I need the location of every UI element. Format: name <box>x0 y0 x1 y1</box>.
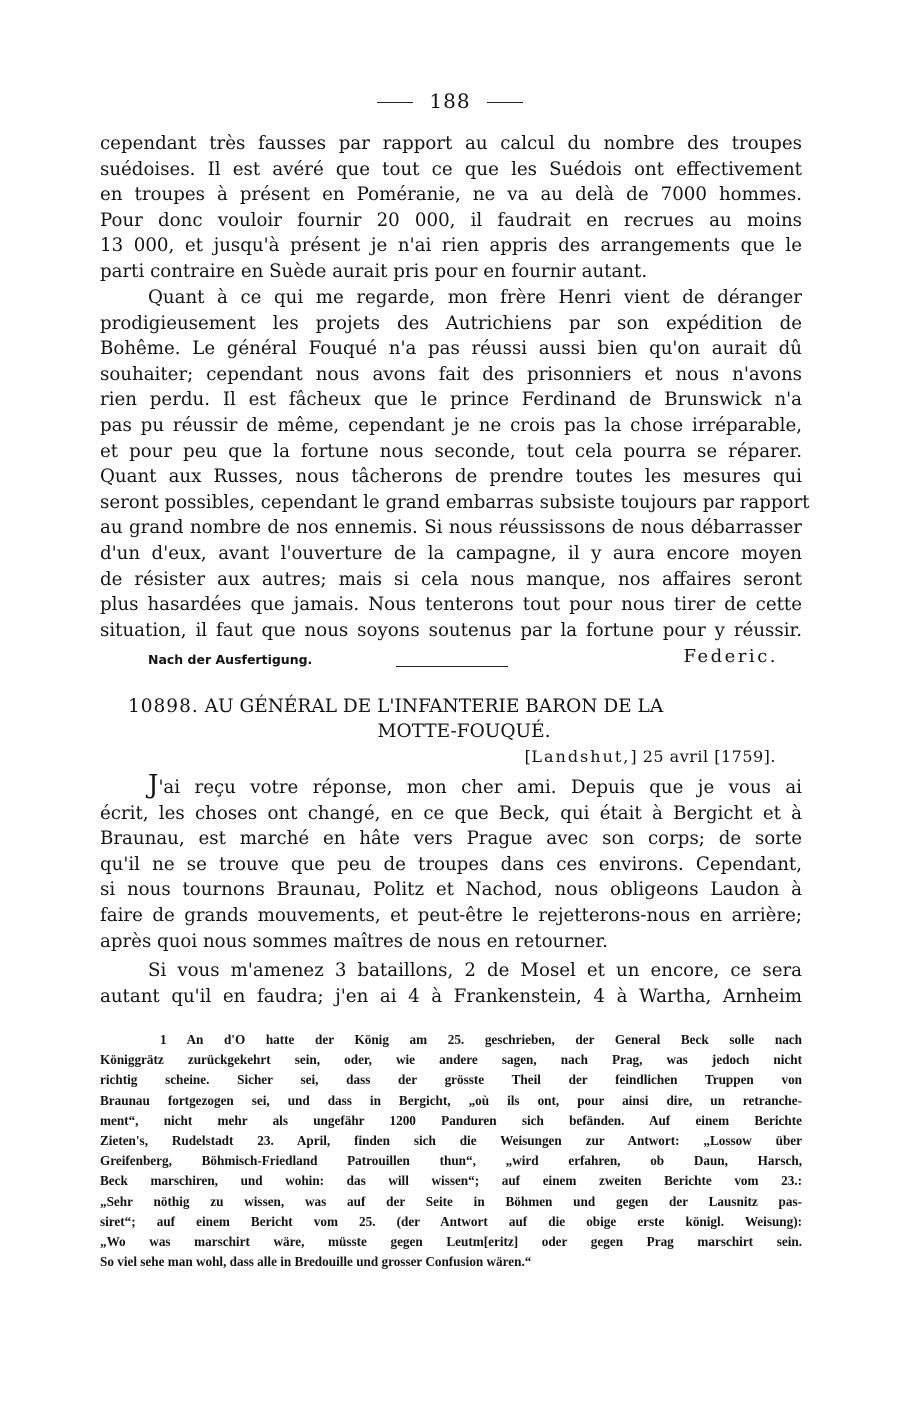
footnote-line: „Sehr nöthig zu wissen, was auf der Seite in Böhmen und gegen der Lausnitz pas- <box>100 1193 802 1209</box>
signature: Federic. <box>683 646 778 667</box>
footnote-line: Königgrätz zurückgekehrt sein, oder, wie andere sagen, nach Prag, was jedoch nicht <box>100 1052 802 1068</box>
text-line: Pour donc vouloir fournir 20 000, il faudrait en recrues au moins <box>100 209 802 231</box>
footnote-line: ment“, nicht mehr als ungefähr 1200 Panduren sich befänden. Auf einem Berichte <box>100 1112 802 1128</box>
separator-rule <box>396 666 508 667</box>
text-line: d'un d'eux, avant l'ouverture de la campagne, il y aura encore moyen <box>100 542 802 564</box>
text-line: rien perdu. Il est fâcheux que le prince Ferdinand de Brunswick n'a <box>100 389 802 411</box>
text-line: Braunau, est marché en hâte vers Prague avec son corps; de sorte <box>100 828 802 850</box>
text-line: Quant à ce qui me regarde, mon frère Henri vient de déranger <box>148 287 802 308</box>
letter-number: 10898. <box>128 696 199 717</box>
text-line: 13 000, et jusqu'à présent je n'ai rien appris des arrangements que le <box>100 235 802 257</box>
text-line: parti contraire en Suède aurait pris pour en fournir autant. <box>100 260 648 282</box>
text-line: Si vous m'amenez 3 bataillons, 2 de Mosel et un encore, ce sera <box>148 960 802 981</box>
drop-cap: J <box>148 770 159 800</box>
text-line: de résister aux autres; mais si cela nous manque, nos affaires seront <box>100 568 802 590</box>
header-dash-right <box>487 102 523 103</box>
footnote-line: richtig scheine. Sicher sei, dass der grösste Theil der feindlichen Truppen von <box>100 1072 802 1088</box>
footnote-line: Zieten's, Rudelstadt 23. April, finden sich die Weisungen zur Antwort: „Lossow über <box>100 1132 802 1148</box>
paragraph-quant <box>100 285 810 643</box>
text-line: suédoises. Il est avéré que tout ce que les Suédois ont effectivement <box>100 158 802 180</box>
footnote-line: Greifenberg, Böhmisch-Friedland Patrouillen thun“, „wird erfahren, ob Daun, Harsch, <box>100 1153 802 1169</box>
footnote-line: Braunau fortgezogen sei, und dass in Bergicht, „où ils ont, pour ainsi dire, un retranche- <box>100 1092 802 1108</box>
text-line: Quant aux Russes, nous tâcherons de prendre toutes les mesures qui <box>100 466 802 488</box>
date-open-bracket: [ <box>524 747 532 766</box>
text-line <box>100 770 802 801</box>
text-line-rest: 'ai reçu votre réponse, mon cher ami. Depuis que je vous ai <box>158 777 802 798</box>
text-line: pas pu réussir de même, cependant je ne crois pas la chose irréparable, <box>100 414 802 436</box>
footnote-line: So viel sehe man wohl, dass alle in Bredouille und grosser Confusion wären.“ <box>100 1254 532 1270</box>
text-line: écrit, les choses ont changé, en ce que Beck, qui était à Bergicht et à <box>100 802 802 824</box>
text-line: autant qu'il en faudra; j'en ai 4 à Frankenstein, 4 à Wartha, Arnheim <box>100 985 802 1007</box>
text-line: faire de grands mouvements, et peut-être le rejetterons-nous en arrière; <box>100 904 802 926</box>
text-line: en troupes à présent en Poméranie, ne va au delà de 7000 hommes. <box>100 184 802 206</box>
text-line: situation, il faut que nous soyons soutenus par la fortune pour y réussir. <box>100 619 802 641</box>
text-line: cependant très fausses par rapport au calcul du nombre des troupes <box>100 133 802 154</box>
page-header <box>0 86 900 116</box>
text-line: seront possibles, cependant le grand embarras subsiste toujours par rapport <box>100 491 810 513</box>
text-line: prodigieusement les projets des Autrichiens par son expédition de <box>100 312 802 334</box>
letter-heading <box>128 694 776 744</box>
letter-title-line1: AU GÉNÉRAL DE L'INFANTERIE BARON DE LA <box>204 696 664 717</box>
paragraph-continued <box>100 131 802 285</box>
text-line: souhaiter; cependant nous avons fait des prisonniers et nous n'avons <box>100 363 802 385</box>
text-line: au grand nombre de nos ennemis. Si nous réussissons de nous débarrasser <box>100 517 802 539</box>
text-line: Bohême. Le général Fouqué n'a pas réussi aussi bien qu'on aurait dû <box>100 338 802 360</box>
footnote-line: „Wo was marschirt wäre, müsste gegen Leutm[eritz] oder gegen Prag marschirt sein. <box>100 1233 802 1249</box>
text-line: plus hasardées que jamais. Nous tenterons tout pour nous tirer de cette <box>100 594 802 616</box>
letter-dateline <box>525 747 776 766</box>
signature-row <box>148 646 778 670</box>
header-dash-left <box>377 102 413 103</box>
date-rest: ] 25 avril [1759]. <box>630 747 776 766</box>
text-line: et pour peu que la fortune nous seconde, tout cela pourra se réparer. <box>100 440 802 462</box>
footnote-line: 1 An d'O hatte der König am 25. geschrieben, der General Beck solle nach <box>160 1032 802 1047</box>
letter-title-line2: MOTTE-FOUQUÉ. <box>377 721 551 742</box>
footnote-line: siret“; auf einem Bericht vom 25. (der Antwort auf die obige erste königl. Weisung): <box>100 1213 802 1229</box>
footnote-line: Beck marschiren, und wohin: das will wissen“; auf einem zweiten Berichte vom 23.: <box>100 1173 802 1189</box>
source-note: Nach der Ausfertigung. <box>148 652 313 667</box>
paragraph-letter-body <box>100 770 802 954</box>
text-line: si nous tournons Braunau, Politz et Nachod, nous obligeons Laudon à <box>100 879 802 901</box>
paragraph-bataillons <box>100 958 802 1009</box>
footnote-block <box>100 1030 802 1272</box>
text-line: après quoi nous sommes maîtres de nous en retourner. <box>100 930 608 952</box>
date-place: Landshut, <box>531 747 631 766</box>
text-line: qu'il ne se trouve que peu de troupes dans ces environs. Cependant, <box>100 853 802 875</box>
page-number: 188 <box>429 89 471 113</box>
